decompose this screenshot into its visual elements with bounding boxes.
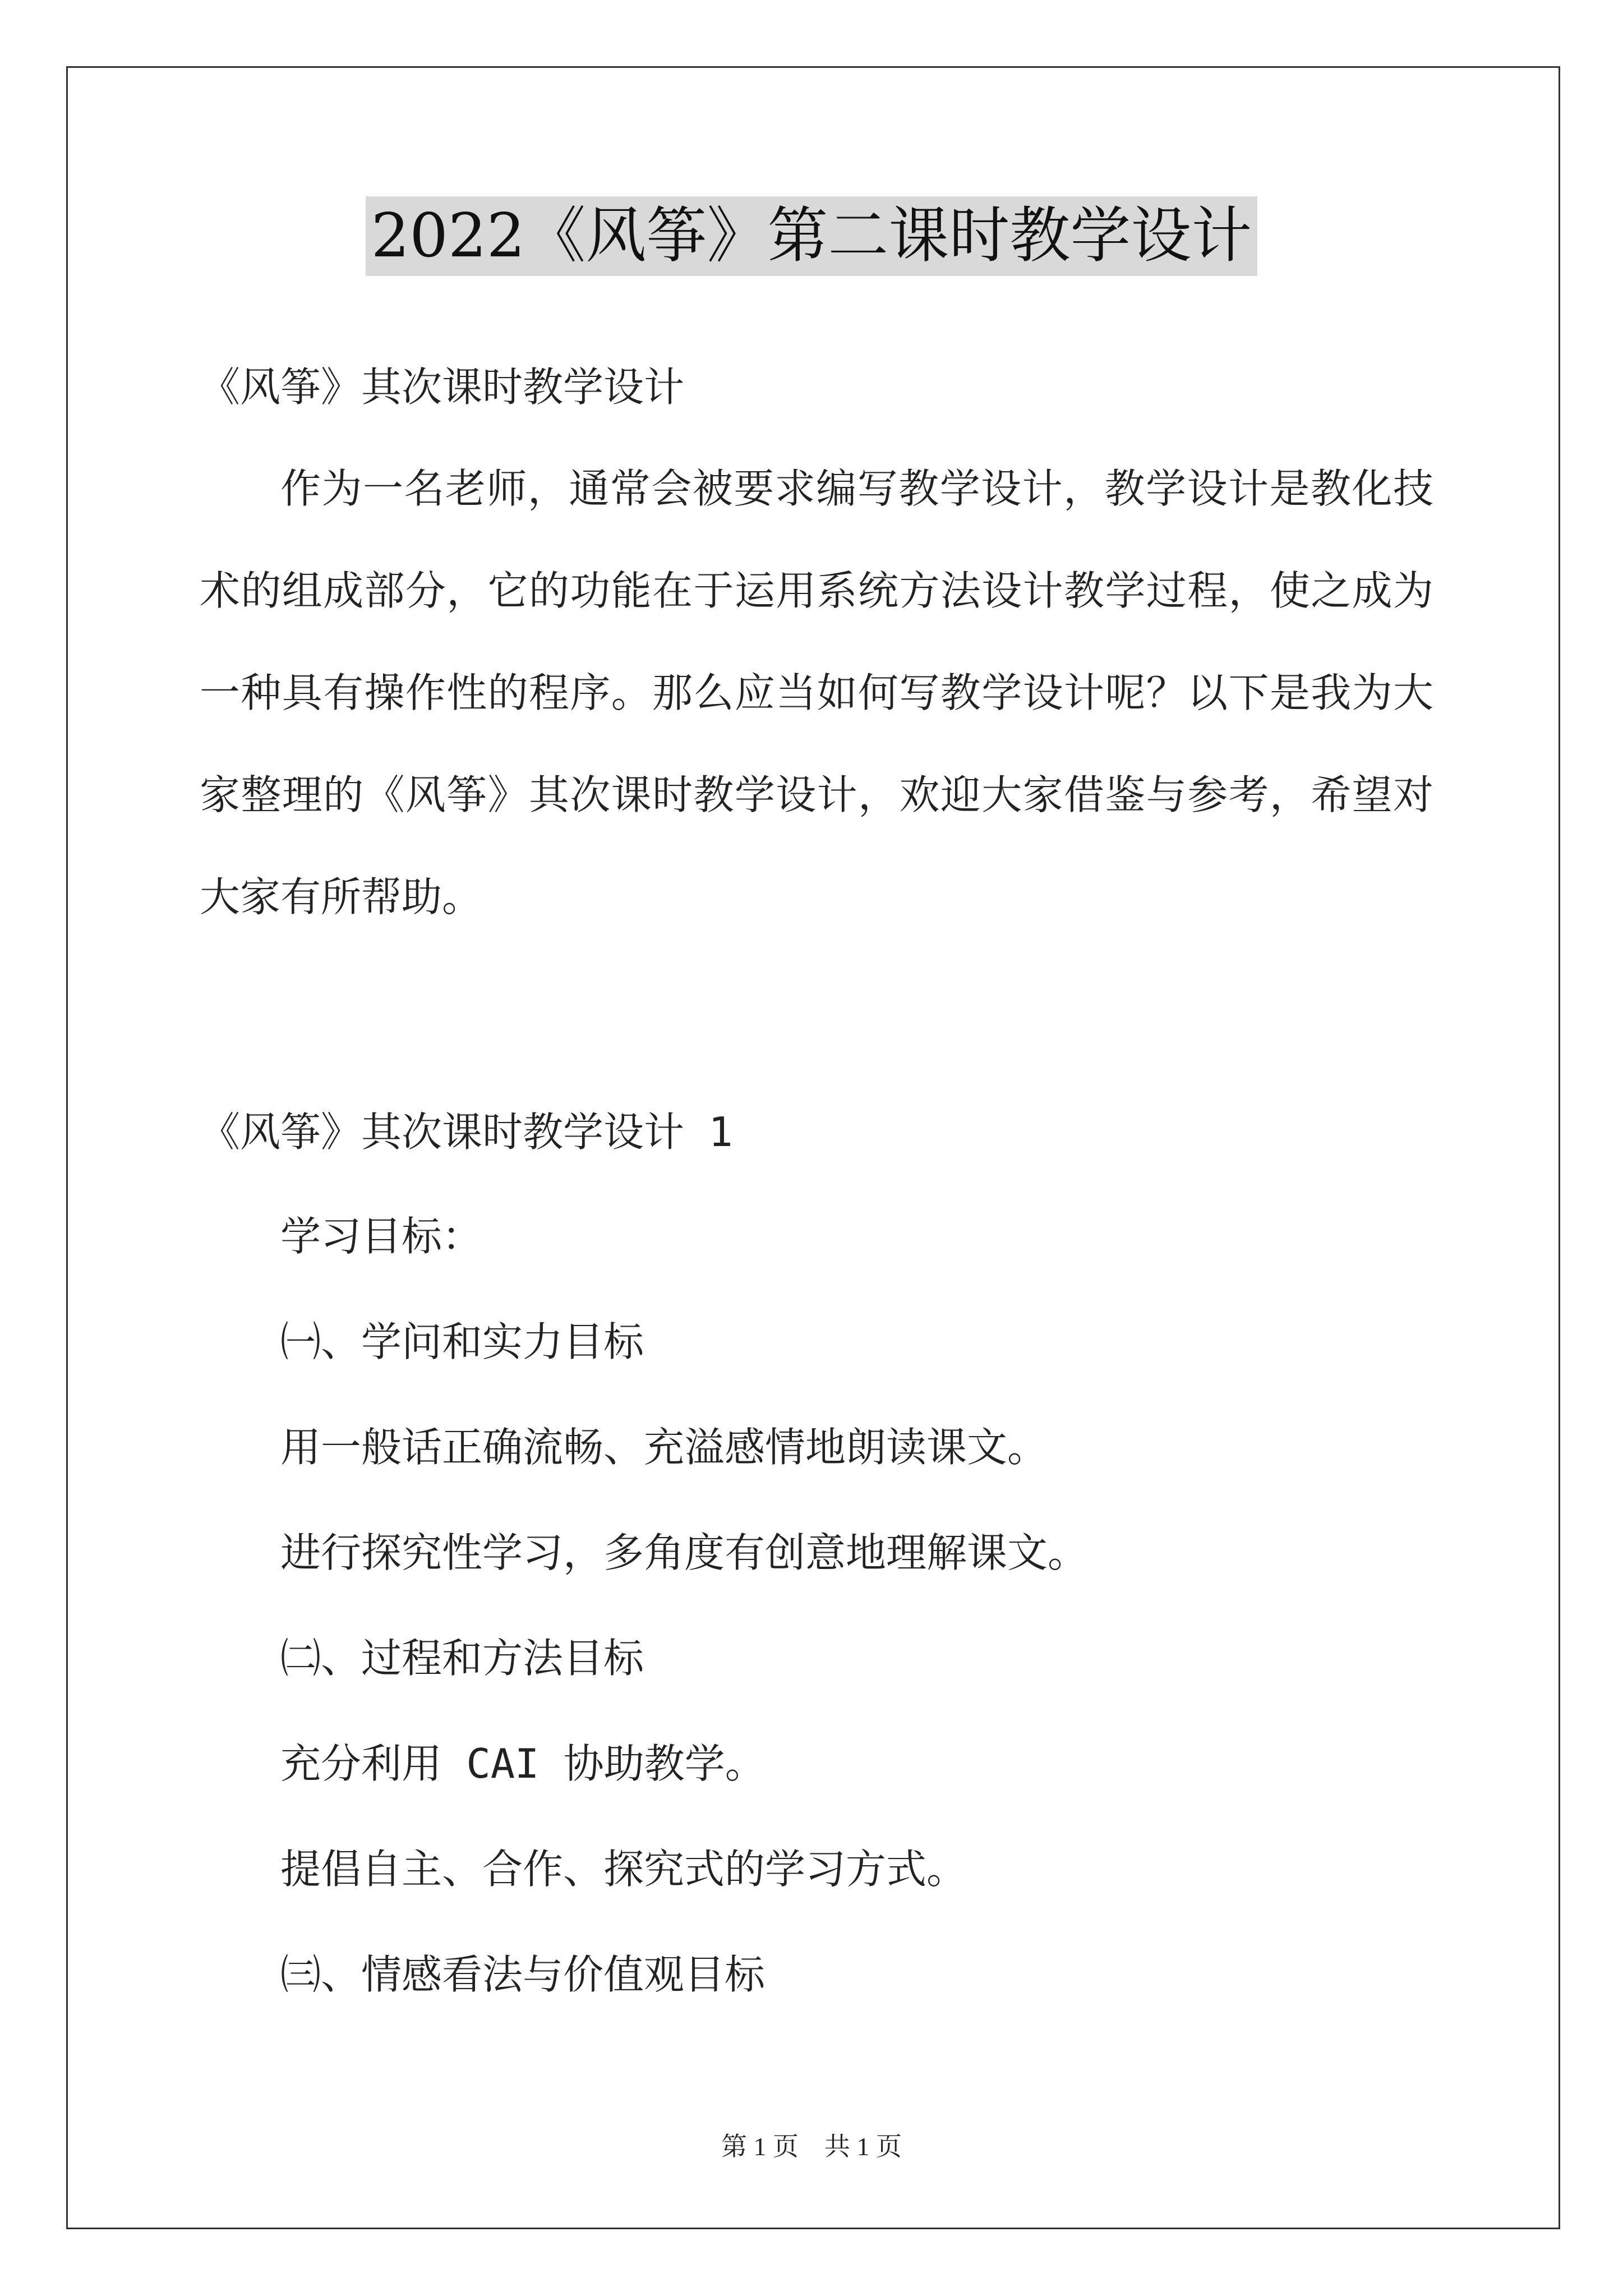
body-line: 学习目标： — [280, 1213, 483, 1260]
body-line: 提倡自主、合作、探究式的学习方式。 — [280, 1846, 967, 1893]
intro-paragraph: 作为一名老师，通常会被要求编写教学设计，教学设计是教化技术的组成部分，它的功能在于运用系统方法设计教学过程，使之成为一种具有操作性的程序。那么应当如何写教学设计呢？以下是我为大家整理的《风筝》其次课时教学设计，欢迎大家借鉴与参考，希望对大家有所帮助。 — [200, 465, 1433, 921]
body-line: 充分利用 CAI 协助教学。 — [280, 1740, 766, 1787]
body-line: ㈢、情感看法与价值观目标 — [280, 1951, 766, 1998]
body-line: 用一般话正确流畅、充溢感情地朗读课文。 — [280, 1424, 1048, 1471]
section-heading: 《风筝》其次课时教学设计 1 — [200, 1108, 733, 1156]
body-line: ㈠、学问和实力目标 — [280, 1318, 644, 1365]
body-line: ㈡、过程和方法目标 — [280, 1635, 644, 1682]
body-line: 进行探究性学习，多角度有创意地理解课文。 — [280, 1529, 1089, 1576]
title-container — [0, 196, 1623, 276]
document-subtitle: 《风筝》其次课时教学设计 — [200, 364, 685, 411]
page-footer: 第 1 页 共 1 页 — [721, 2132, 902, 2161]
document-title: 2022《风筝》第二课时教学设计 — [366, 196, 1258, 276]
